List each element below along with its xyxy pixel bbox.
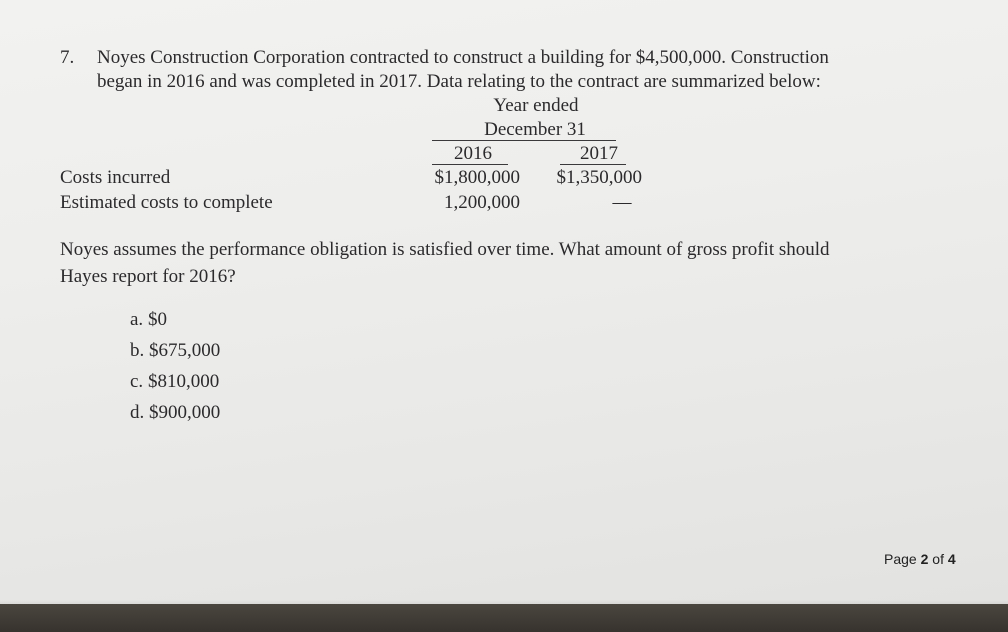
option-c-letter: c. (130, 371, 144, 392)
option-a-text: $0 (147, 309, 167, 330)
option-d-letter: d. (130, 402, 145, 423)
option-c[interactable] (130, 370, 219, 394)
page-number (884, 551, 956, 567)
page-current: 2 (920, 551, 929, 567)
desk-surface (0, 604, 1008, 632)
row-label-costs-incurred: Costs incurred (60, 167, 171, 188)
table-header-year-ended: Year ended (493, 95, 579, 116)
column-header-2016: 2016 (454, 143, 492, 164)
option-d[interactable] (130, 401, 220, 425)
question-text-line-2: began in 2016 and was completed in 2017. Data relating to the contract are summarized below: (97, 71, 821, 92)
option-d-text: $900,000 (149, 402, 221, 423)
column-2016-underline (432, 164, 508, 165)
option-b-letter: b. (130, 340, 145, 361)
row-label-estimated-costs: Estimated costs to complete (60, 192, 273, 213)
page-sep: of (932, 551, 944, 567)
option-c-text: $810,000 (147, 371, 220, 392)
column-2017-underline (560, 164, 626, 165)
page-label: Page (884, 551, 917, 567)
cell-estimated-costs-2017: — (612, 192, 632, 213)
option-a-letter: a. (130, 309, 144, 330)
cell-costs-incurred-2017: $1,350,000 (556, 167, 642, 188)
question-number: 7. (60, 47, 75, 68)
table-header-december-31: December 31 (484, 119, 586, 140)
page-total: 4 (947, 551, 956, 567)
column-header-2017: 2017 (580, 143, 618, 164)
cell-estimated-costs-2016: 1,200,000 (444, 192, 520, 213)
option-b-text: $675,000 (149, 340, 221, 361)
option-b[interactable] (130, 339, 220, 363)
option-a[interactable] (130, 308, 167, 332)
cell-costs-incurred-2016: $1,800,000 (434, 167, 520, 188)
prompt-line-1: Noyes assumes the performance obligation is satisfied over time. What amount of gross profit should (60, 239, 830, 260)
header-underline (432, 140, 616, 141)
prompt-line-2: Hayes report for 2016? (60, 266, 236, 287)
question-text-line-1: Noyes Construction Corporation contracted to construct a building for $4,500,000. Construction (97, 47, 829, 68)
